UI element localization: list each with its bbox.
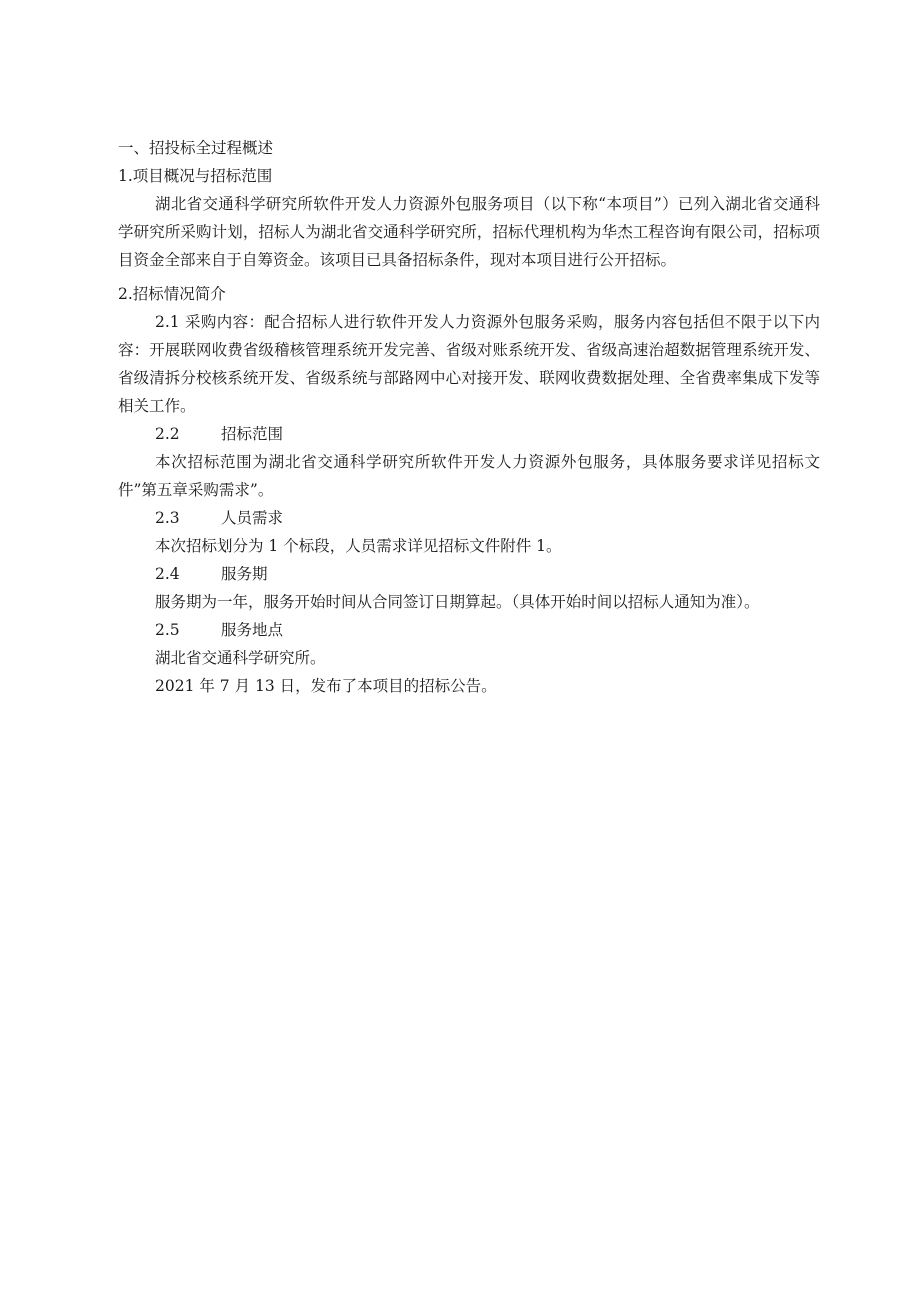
item-2-4-heading bbox=[118, 560, 820, 588]
section-heading: 一、招投标全过程概述 bbox=[118, 139, 274, 157]
item-2-2-heading bbox=[118, 420, 820, 448]
part2-heading: 2.招标情况简介 bbox=[118, 285, 226, 303]
item-2-5-title: 服务地点 bbox=[221, 621, 284, 639]
item-2-2-paragraph: 本次招标范围为湖北省交通科学研究所软件开发人力资源外包服务，具体服务要求详见招标文件”第五章采购需求”。 bbox=[118, 453, 820, 499]
item-2-1-paragraph: 2.1 采购内容：配合招标人进行软件开发人力资源外包服务采购，服务内容包括但不限于以下内容：开展联网收费省级稽核管理系统开发完善、省级对账系统开发、省级高速治超数据管理系统开发、省级清拆分校核系统开发、省级系统与部路网中心对接开发、联网收费数据处理、全省费率集成下发等相关工作。 bbox=[118, 313, 820, 415]
part1-paragraph: 湖北省交通科学研究所软件开发人力资源外包服务项目（以下称“本项目”）已列入湖北省交通科学研究所采购计划，招标人为湖北省交通科学研究所，招标代理机构为华杰工程咨询有限公司，招标项目资金全部来自于自筹资金。该项目已具备招标条件，现对本项目进行公开招标。 bbox=[118, 195, 820, 269]
item-2-2-number: 2.2 bbox=[155, 425, 180, 443]
item-2-4-title: 服务期 bbox=[221, 565, 268, 583]
item-2-5-paragraph: 湖北省交通科学研究所。 bbox=[155, 649, 326, 667]
item-2-4-number: 2.4 bbox=[155, 565, 180, 583]
item-2-4-paragraph: 服务期为一年，服务开始时间从合同签订日期算起。（具体开始时间以招标人通知为准）。 bbox=[155, 593, 760, 611]
item-2-2-title: 招标范围 bbox=[221, 425, 284, 443]
item-2-5-number: 2.5 bbox=[155, 621, 180, 639]
item-2-3-number: 2.3 bbox=[155, 509, 180, 527]
item-2-3-title: 人员需求 bbox=[221, 509, 284, 527]
item-2-3-heading bbox=[118, 504, 820, 532]
item-2-5-heading bbox=[118, 616, 820, 644]
item-2-3-paragraph: 本次招标划分为 1 个标段，人员需求详见招标文件附件 1。 bbox=[155, 537, 562, 555]
document-body bbox=[118, 134, 820, 700]
part1-heading: 1.项目概况与招标范围 bbox=[118, 167, 273, 185]
announcement-paragraph: 2021 年 7 月 13 日，发布了本项目的招标公告。 bbox=[155, 677, 497, 695]
